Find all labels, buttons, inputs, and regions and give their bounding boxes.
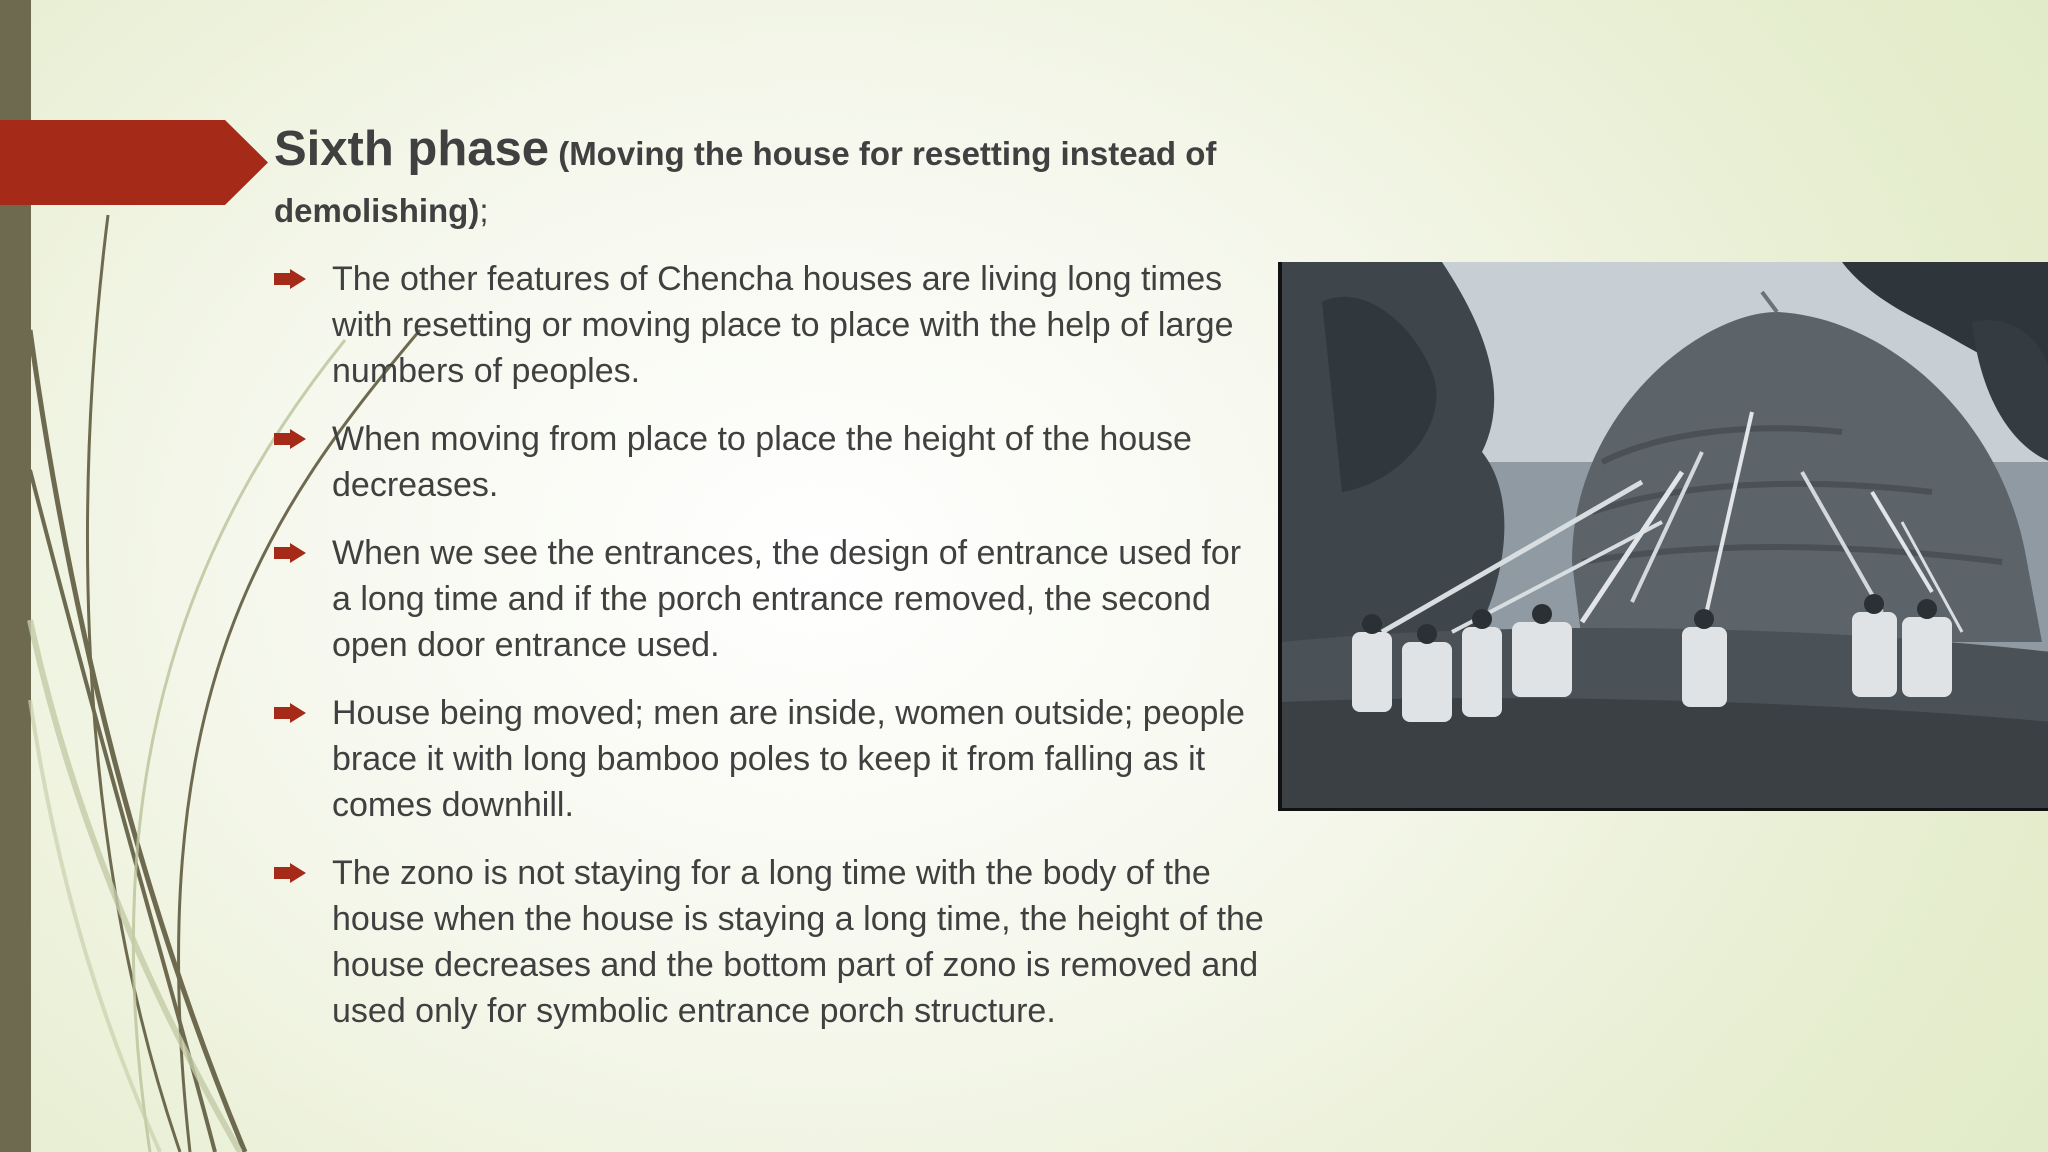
bullet-item [274,690,1264,828]
arrow-bullet-icon [274,863,308,883]
title-subtitle: (Moving the house for resetting instead of demolishing) [274,135,1217,229]
house-moving-photo [1278,262,2048,811]
arrow-bullet-icon [274,703,308,723]
bullet-text: The zono is not staying for a long time with the body of the house when the house is staying a long time, the height of the house decreases and the bottom part of zono is removed and used only for symbolic entrance porch structure. [332,854,1264,1030]
bullet-item [274,256,1264,394]
arrow-bullet-icon [274,429,308,449]
arrow-bullet-icon [274,269,308,289]
title-arrow-banner [0,120,268,205]
bullet-item [274,530,1264,668]
slide-title [274,124,1274,243]
bullet-text: When we see the entrances, the design of entrance used for a long time and if the porch entrance removed, the second open door entrance used. [332,534,1242,664]
bullet-text: House being moved; men are inside, women outside; people brace it with long bamboo poles to keep it from falling as it comes downhill. [332,694,1245,824]
arrow-bullet-icon [274,543,308,563]
bullet-text: The other features of Chencha houses are living long times with resetting or moving place to place with the help of large numbers of peoples. [332,260,1234,390]
bullet-item [274,416,1264,508]
bullet-list [274,256,1264,1056]
bullet-item [274,850,1264,1034]
title-tail: ; [479,192,489,229]
title-main: Sixth phase [274,122,550,176]
bullet-text: When moving from place to place the height of the house decreases. [332,420,1192,504]
